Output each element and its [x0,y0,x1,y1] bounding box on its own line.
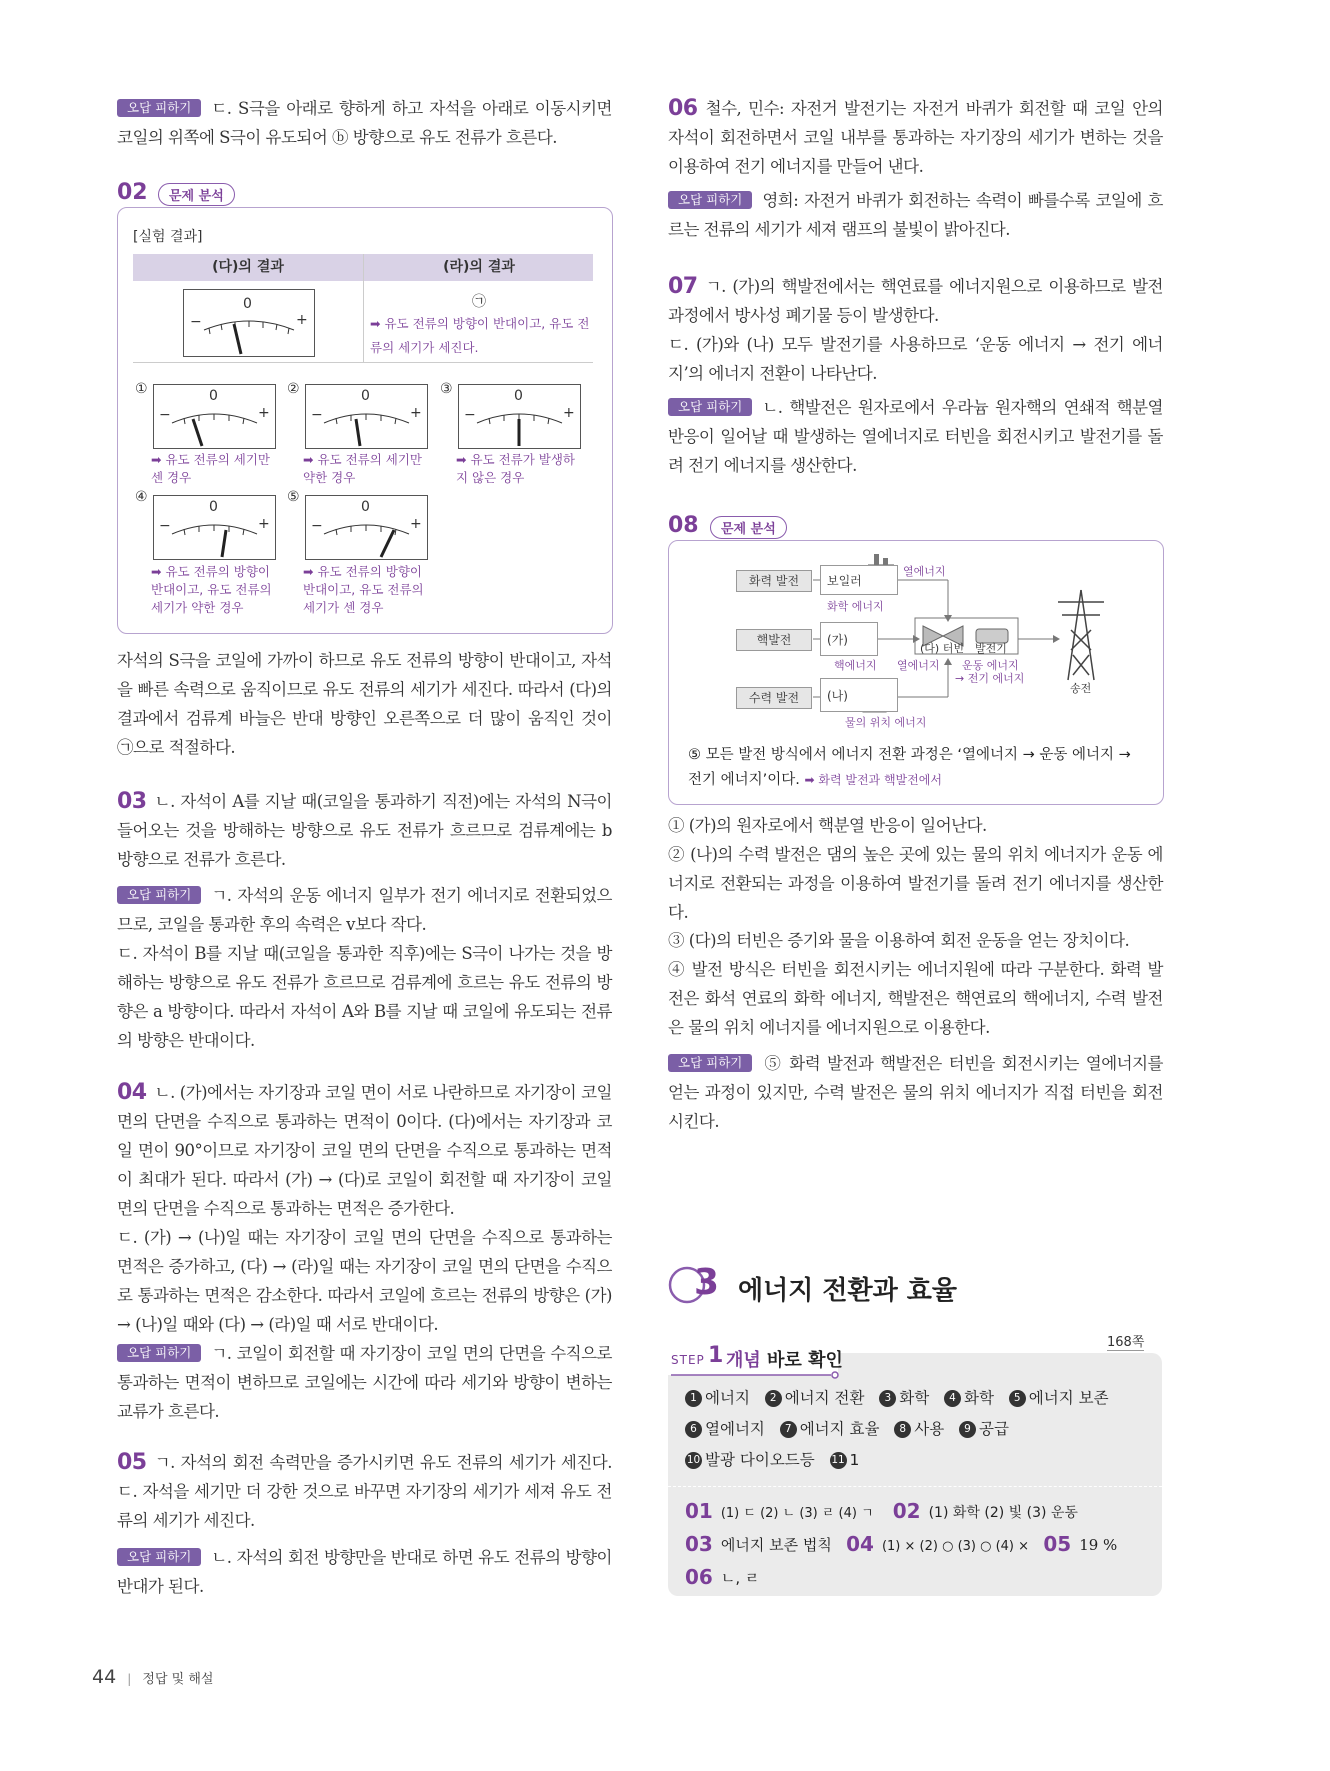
q06-text: 06 철수, 민수: 자전거 발전기는 자전거 바퀴가 회전할 때 코일 안의 자석이 회전하면서 코일 내부를 통과하는 자기장의 세기가 변하는 것을 이용하여 전기 에너지를 만들어 낸다. [668,96,1163,176]
q06-wrong: 오답 피하기 영희: 자전거 바퀴가 회전하는 속력이 빠를수록 코일에 흐르는 전류의 세기가 세져 램프의 불빛이 밝아진다. [668,191,1163,239]
q08-highlight: ⑤ 모든 발전 방식에서 에너지 전환 과정은 ‘열에너지 → 운동 에너지 → 전기 에너지’이다. ➡ 화력 발전과 핵발전에서 [688,747,1131,788]
concept-item: 3 화학 [879,1389,929,1407]
q07-text2: ㄷ. (가)와 (나) 모두 발전기를 사용하므로 ‘운동 에너지 → 전기 에너지’의 에너지 전환이 나타난다. [668,335,1163,383]
q04-text1: 04 ㄴ. (가)에서는 자기장과 코일 면이 서로 나란하므로 자기장이 코일 면의 단면을 수직으로 통과하는 면적이 0이다. (다)에서는 자기장과 코일 면이 90°이므로 자기장이 코일 면의 단면을 수직으로 통과하는 면적이 최대가 된다. 따라서 (가) → (다)로 코일이 회전할 때 자기장이 코일 면의 단면을 수직으로 통과하는 면적은 증가한다. [117,1080,612,1218]
page-number: 44 [92,1666,117,1688]
concept-item: 4 화학 [944,1389,994,1407]
thermal-box: 화력 발전 [736,570,812,592]
col-da: (다)의 결과 [212,259,284,275]
q08-badge: 문제 분석 [710,516,787,539]
ra-mark: ㉠ [472,294,486,310]
opt4-note: ➡ 유도 전류의 방향이 반대이고, 유도 전류의 세기가 약한 경우 [151,564,272,615]
wrong-tag: 오답 피하기 [117,99,201,117]
ga-box: (가) [820,622,878,656]
page-footer [92,1666,213,1696]
opt4-num: ④ [135,489,148,505]
gauge-opt1: 0 − + [153,384,276,449]
ra-note: ➡ 유도 전류의 방향이 반대이고, 유도 전류의 세기가 세진다. [370,316,590,355]
step-header: STEP 1 개념 바로 확인 [668,1341,838,1375]
q03-wrong2: ㄷ. 자석이 B를 지날 때(코일을 통과한 직후)에는 S극이 나가는 것을 방해하는 방향으로 유도 전류가 흐르므로 검류계에 흐르는 유도 전류의 방향은 a 방향이다. 따라서 자석이 A와 B를 지날 때 코일에 유도되는 전류의 방향은 반대이다. [117,944,612,1050]
q08-wrong: 오답 피하기 ⑤ 화력 발전과 핵발전은 터빈을 회전시키는 열에너지를 얻는 과정이 있지만, 수력 발전은 물의 위치 에너지가 직접 터빈을 회전시킨다. [668,1054,1163,1131]
concept-item: 7 에너지 효율 [780,1420,880,1438]
opt2-note: ➡ 유도 전류의 세기만 약한 경우 [303,452,422,485]
gauge-opt5: 0 − + [305,495,428,560]
answer-item: 06 ㄴ, ㄹ [685,1565,760,1589]
opt5-num: ⑤ [287,489,300,505]
step-page: 168쪽 [1107,1331,1144,1351]
gauge-opt4: 0 − + [153,495,276,560]
intro-paragraph: 오답 피하기 ㄷ. S극을 아래로 향하게 하고 자석을 아래로 이동시키면 코일의 위쪽에 S극이 유도되어 ⓑ 방향으로 유도 전류가 흐른다. [117,99,612,147]
col-ra: (라)의 결과 [363,254,594,281]
answer-item: 05 19 % [1043,1532,1118,1556]
concept-item: 1 에너지 [685,1389,750,1407]
q03-paragraph: 03 ㄴ. 자석이 A를 지날 때(코일을 통과하기 직전)에는 자석의 N극이 들어오는 것을 방해하는 방향으로 유도 전류가 흐르므로 검류계에는 b 방향으로 전류가 흐른다. [117,789,612,869]
nuclear-box: 핵발전 [736,629,812,651]
concept-item: 6 열에너지 [685,1420,765,1438]
answer-item: 03 에너지 보존 법칙 [685,1532,832,1556]
concept-item: 2 에너지 전환 [765,1389,865,1407]
section-number: 3 [694,1262,720,1303]
section-title: 에너지 전환과 효율 [738,1276,958,1306]
concept-item: 8 사용 [894,1420,944,1438]
hydro-box: 수력 발전 [736,687,812,709]
gauge-opt2: 0 − + [305,384,428,449]
answer-list [685,1496,1155,1594]
concept-item: 11 1 [831,1451,860,1469]
q05-text: 05 ㄱ. 자석의 회전 속력만을 증가시키면 유도 전류의 세기가 세진다. ㄷ. 자석을 세기만 더 강한 것으로 바꾸면 자기장의 세기가 세져 유도 전류의 세기가 세진다. [117,1450,612,1530]
answer-item: 01 (1) ㄷ (2) ㄴ (3) ㄹ (4) ㄱ [685,1499,874,1523]
opt2-num: ② [287,381,300,397]
q05-wrong: 오답 피하기 ㄴ. 자석의 회전 방향만을 반대로 하면 유도 전류의 방향이 반대가 된다. [117,1548,612,1596]
concept-list [685,1383,1145,1476]
q04-text2: ㄷ. (가) → (나)일 때는 자기장이 코일 면의 단면을 수직으로 통과하는 면적은 증가하고, (다) → (라)일 때는 자기장이 코일 면의 단면을 수직으로 통과하는 면적은 감소한다. 따라서 코일에 흐르는 전류의 방향은 (가) → (나)일 때와 (다) → (라)일 때 서로 반대이다. [117,1228,612,1334]
transmission-tower-icon [1058,590,1104,680]
opt5-note: ➡ 유도 전류의 방향이 반대이고, 유도 전류의 세기가 센 경우 [303,564,424,615]
opt1-num: ① [135,381,148,397]
na-box: (나) [820,678,898,712]
q08-opt4: ④ 발전 방식은 터빈을 회전시키는 에너지원에 따라 구분한다. 화력 발전은 화석 연료의 화학 에너지, 핵발전은 핵연료의 핵에너지, 수력 발전은 물의 위치 에너지를 에너지원으로 이용한다. [668,960,1163,1037]
gauge-da: 0 − + [183,289,315,357]
q02-badge: 문제 분석 [158,183,235,206]
answer-item: 04 (1) × (2) ○ (3) ○ (4) × [846,1532,1030,1556]
opt3-num: ③ [440,381,453,397]
q08-opt2: ② (나)의 수력 발전은 댐의 높은 곳에 있는 물의 위치 에너지가 운동 에너지로 전환되는 과정을 이용하여 발전기를 돌려 전기 에너지를 생산한다. [668,845,1163,922]
opt3-note: ➡ 유도 전류가 발생하지 않은 경우 [456,452,575,485]
q03-wrong1: 오답 피하기 ㄱ. 자석의 운동 에너지 일부가 전기 에너지로 전환되었으므로, 코일을 통과한 후의 속력은 v보다 작다. [117,886,612,934]
answer-item: 02 (1) 화학 (2) 빛 (3) 운동 [892,1499,1078,1523]
opt1-note: ➡ 유도 전류의 세기만 센 경우 [151,452,270,485]
q02-header: 02 [117,180,148,205]
q07-text1: 07 ㄱ. (가)의 핵발전에서는 핵연료를 에너지원으로 이용하므로 발전 과정에서 방사성 폐기물 등이 발생한다. [668,274,1163,325]
gauge-opt3: 0 − + [458,384,581,449]
q08-opt3: ③ (다)의 터빈은 증기와 물을 이용하여 회전 운동을 얻는 장치이다. [668,931,1130,950]
footer-title: 정답 및 해설 [142,1672,214,1687]
q08-header: 08 [668,513,699,538]
footer-separator: | [127,1672,132,1686]
q02-explanation: 자석의 S극을 코일에 가까이 하므로 유도 전류의 방향이 반대이고, 자석을 빠른 속력으로 움직이므로 유도 전류의 세기가 세진다. 따라서 (다)의 결과에서 검류계 바늘은 반대 방향인 오른쪽으로 더 많이 움직인 것이 ㉠으로 적절하다. [117,651,612,757]
boiler-box: 보일러 [820,565,898,595]
experiment-label: [실험 결과] [133,229,203,245]
concept-item: 5 에너지 보존 [1009,1389,1109,1407]
q07-wrong: 오답 피하기 ㄴ. 핵발전은 원자로에서 우라늄 원자핵의 연쇄적 핵분열 반응이 일어날 때 발생하는 열에너지로 터빈을 회전시키고 발전기를 돌려 전기 에너지를 생산한다. [668,398,1163,475]
q08-opt1: ① (가)의 원자로에서 핵분열 반응이 일어난다. [668,816,987,835]
concept-item: 9 공급 [959,1420,1009,1438]
q04-wrong: 오답 피하기 ㄱ. 코일이 회전할 때 자기장이 코일 면의 단면을 수직으로 통과하는 면적이 변하므로 코일에는 시간에 따라 세기와 방향이 변하는 교류가 흐른다. [117,1344,612,1421]
concept-item: 10 발광 다이오드등 [686,1451,815,1469]
